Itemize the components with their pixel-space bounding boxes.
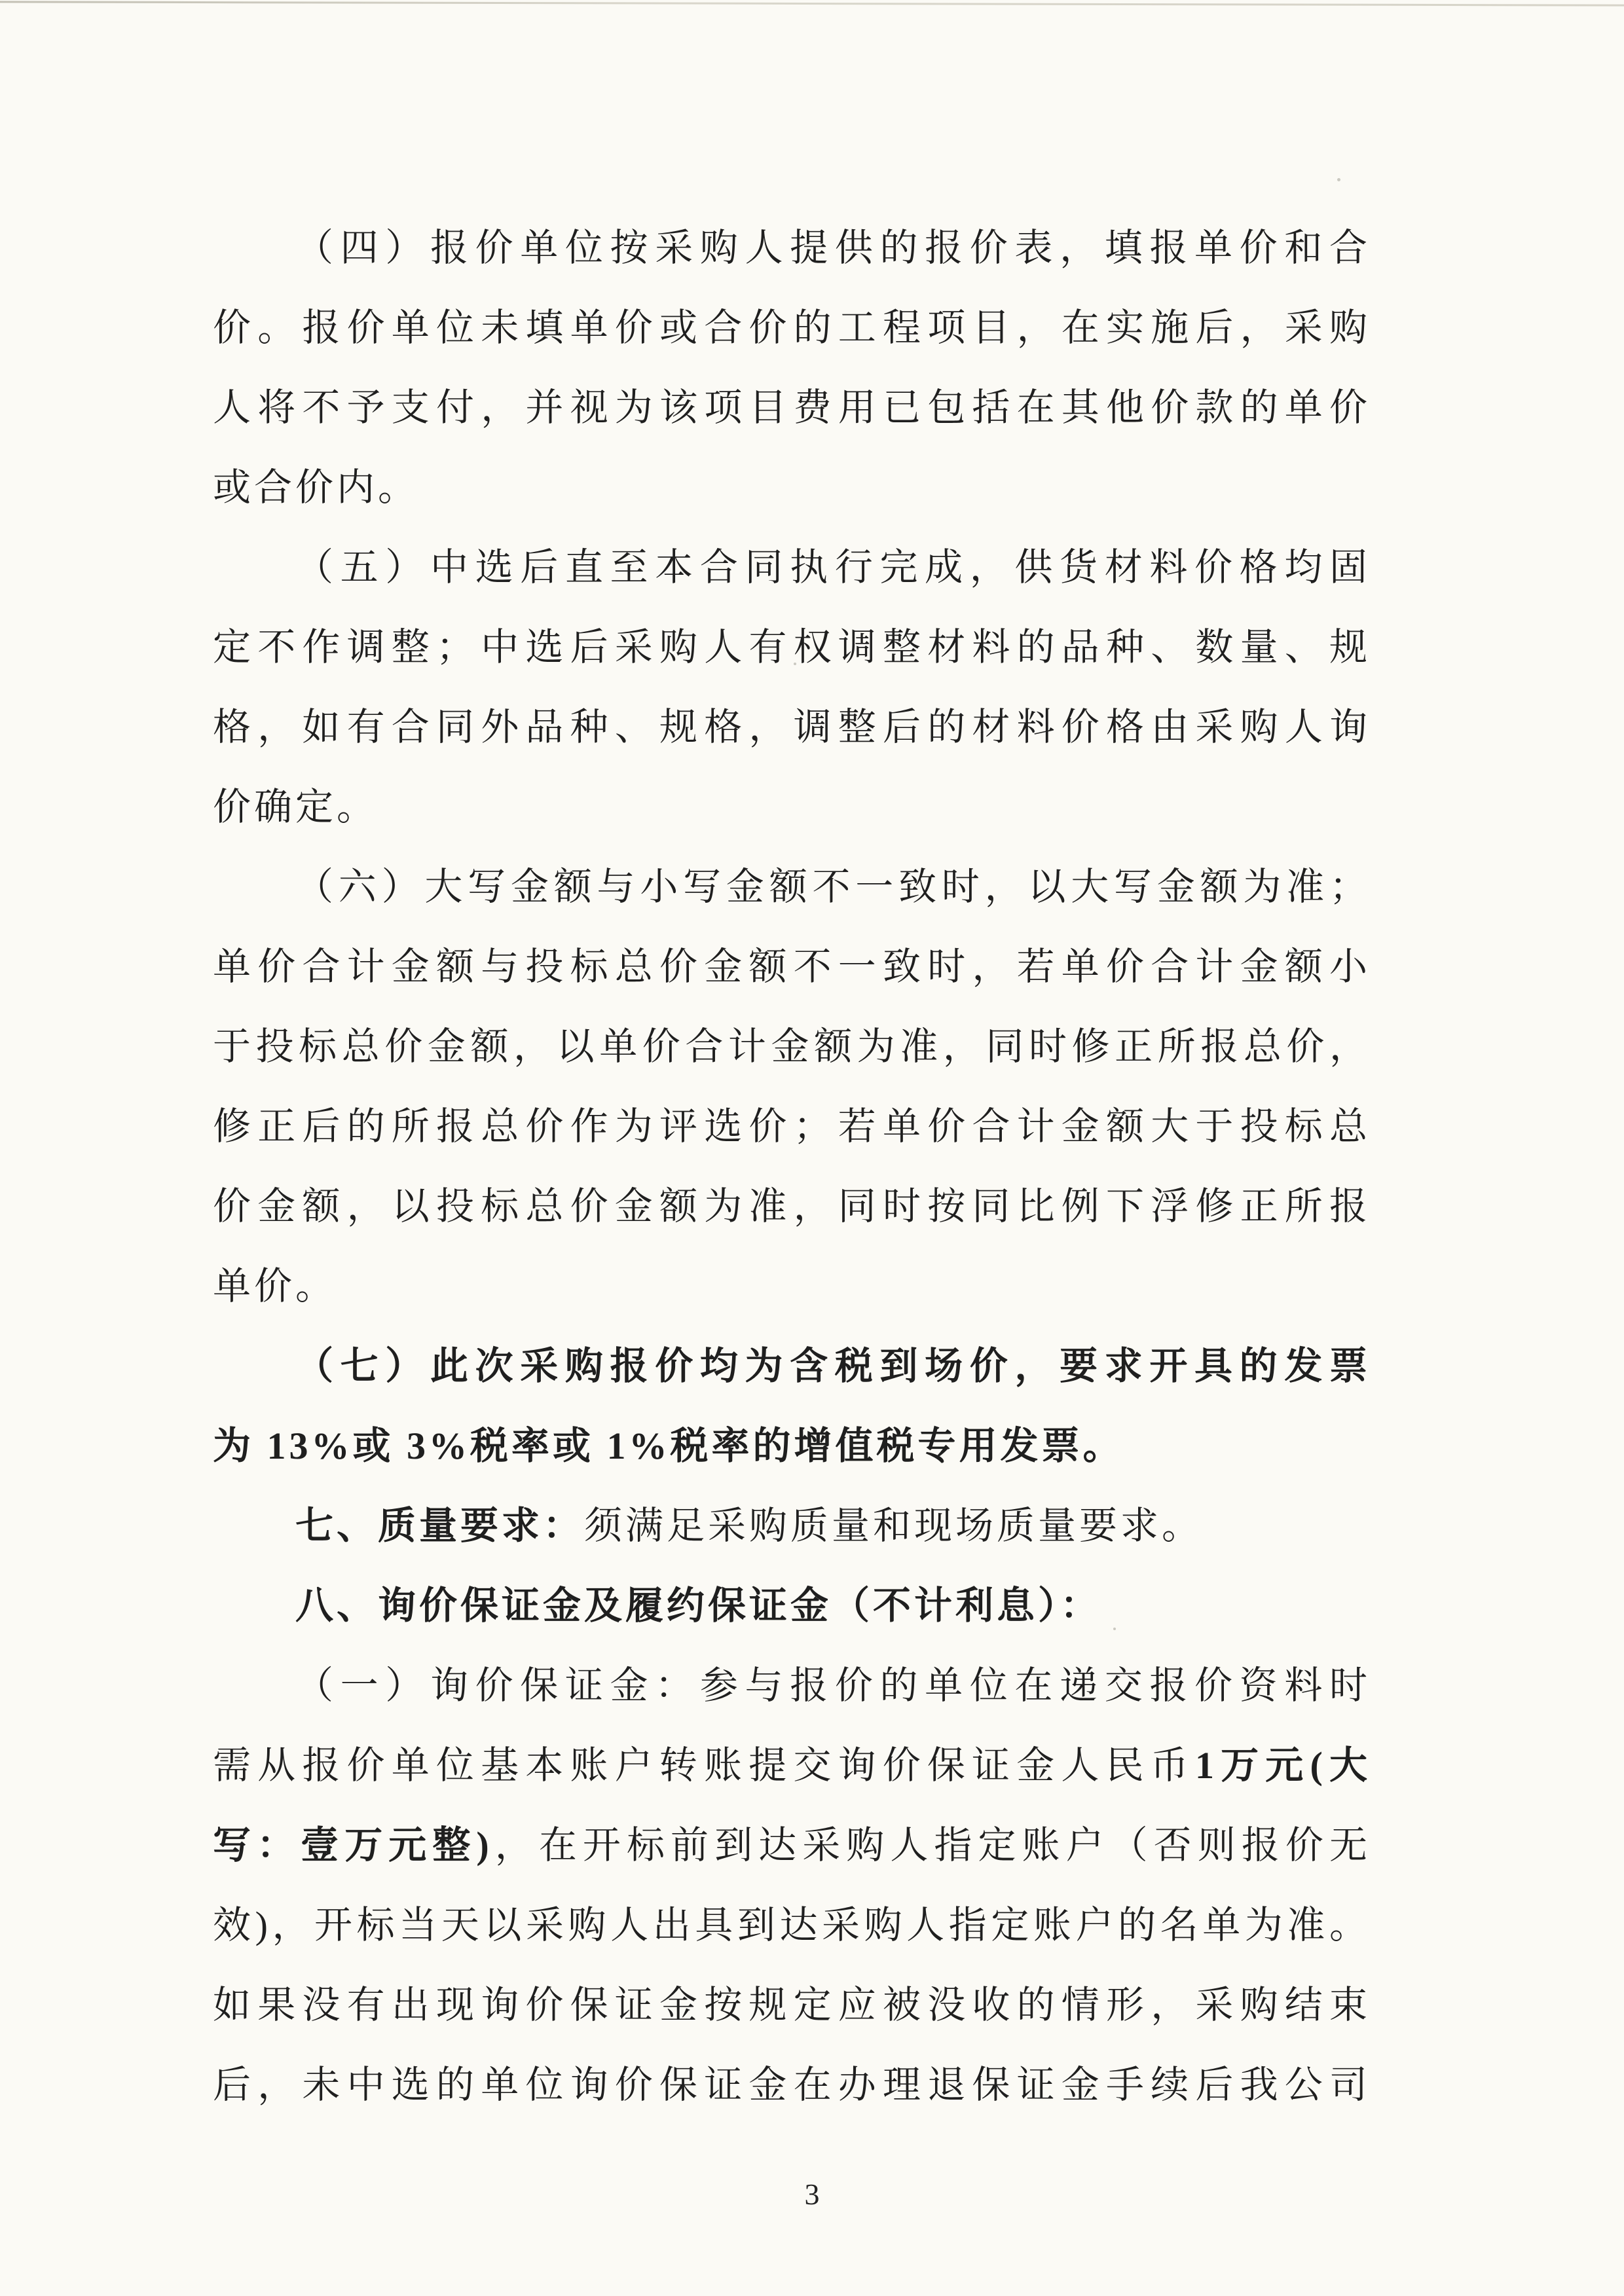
text-segment-bold: 1万元(大 [1194, 1744, 1371, 1787]
text-segment: 或合价内。 [213, 466, 420, 509]
text-segment-bold: 七、质量要求： [295, 1504, 585, 1547]
text-line [213, 847, 1371, 927]
text-segment: （一）询价保证金：参与报价的单位在递交报价资料时 [295, 1664, 1371, 1707]
text-segment-bold: 八、询价保证金及履约保证金（不计利息）： [295, 1584, 1102, 1627]
text-segment: 修正后的所报总价作为评选价；若单价合计金额大于投标总 [213, 1105, 1371, 1148]
text-line [213, 1486, 1371, 1566]
text-line [213, 1566, 1371, 1646]
text-line [213, 1806, 1371, 1886]
scan-speck [1337, 178, 1340, 181]
text-segment-bold: （七）此次采购报价均为含税到场价，要求开具的发票 [295, 1345, 1371, 1387]
text-segment: 效)，开标当天以采购人出具到达采购人指定账户的名单为准。 [213, 1904, 1371, 1946]
scan-edge-artifact [0, 1, 1624, 6]
text-line [213, 1167, 1371, 1247]
text-line [213, 1726, 1371, 1806]
text-segment: 价。报价单位未填单价或合价的工程项目，在实施后，采购 [213, 306, 1371, 349]
text-segment: 于投标总价金额，以单价合计金额为准，同时修正所报总价， [213, 1025, 1371, 1068]
text-line [213, 1087, 1371, 1167]
text-segment: 如果没有出现询价保证金按规定应被没收的情形，采购结束 [213, 1984, 1371, 2026]
text-segment-bold: 写：壹万元整) [213, 1824, 492, 1867]
text-segment: 单价。 [213, 1265, 337, 1307]
text-segment: 价确定。 [213, 786, 378, 828]
text-segment: ，在开标前到达采购人指定账户（否则报价无 [492, 1824, 1371, 1867]
text-line [213, 208, 1371, 288]
text-line [213, 1007, 1371, 1087]
text-line [213, 368, 1371, 448]
text-line [213, 448, 1371, 528]
text-line [213, 687, 1371, 767]
text-line [213, 528, 1371, 608]
text-line [213, 2045, 1371, 2125]
page-number: 3 [804, 2178, 820, 2211]
text-segment: （五）中选后直至本合同执行完成，供货材料价格均固 [295, 546, 1371, 589]
text-line [213, 1247, 1371, 1326]
text-segment: （四）报价单位按采购人提供的报价表，填报单价和合 [295, 227, 1371, 269]
text-segment: 单价合计金额与投标总价金额不一致时，若单价合计金额小 [213, 945, 1371, 988]
text-line [213, 1406, 1371, 1486]
text-segment-bold: 为 13%或 3%税率或 1%税率的增值税专用发票。 [213, 1425, 1124, 1467]
text-segment: 人将不予支付，并视为该项目费用已包括在其他价款的单价 [213, 386, 1371, 429]
text-line [213, 767, 1371, 847]
text-line [213, 288, 1371, 368]
text-segment: 须满足采购质量和现场质量要求。 [584, 1504, 1204, 1547]
text-segment: （六）大写金额与小写金额不一致时，以大写金额为准； [295, 866, 1371, 908]
text-line [213, 927, 1371, 1007]
text-segment: 定不作调整；中选后采购人有权调整材料的品种、数量、规 [213, 626, 1371, 668]
text-segment: 需从报价单位基本账户转账提交询价保证金人民币 [213, 1744, 1195, 1787]
text-segment: 格，如有合同外品种、规格，调整后的材料价格由采购人询 [213, 706, 1371, 748]
text-line [213, 608, 1371, 687]
text-segment: 后，未中选的单位询价保证金在办理退保证金手续后我公司 [213, 2064, 1371, 2106]
text-line [213, 1326, 1371, 1406]
text-line [213, 1646, 1371, 1726]
text-line [213, 1965, 1371, 2045]
text-segment: 价金额，以投标总价金额为准，同时按同比例下浮修正所报 [213, 1185, 1371, 1228]
text-line [213, 1886, 1371, 1965]
document-body [213, 208, 1371, 2125]
